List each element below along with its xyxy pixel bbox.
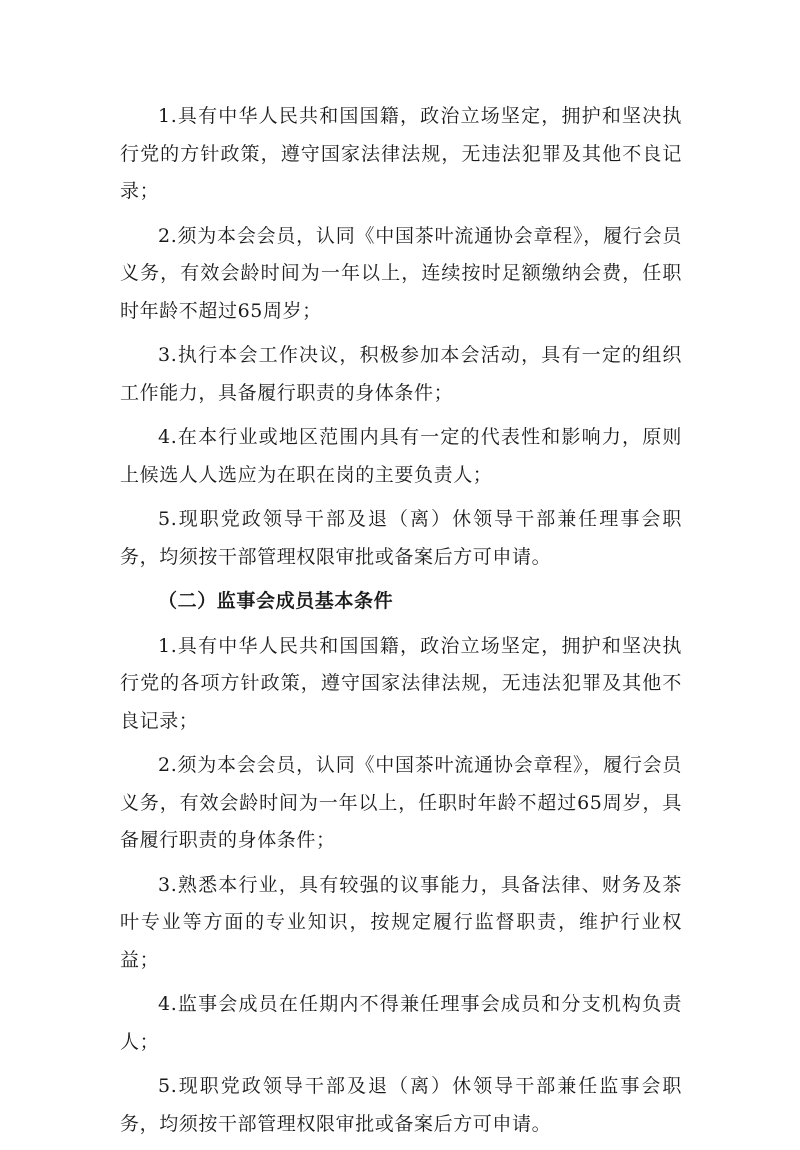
supervisory-condition-2: 2.须为本会会员，认同《中国茶叶流通协会章程》，履行会员义务，有效会龄时间为一年以上，任职时年龄不超过65周岁，具备履行职责的身体条件； — [120, 754, 682, 851]
board-condition-2: 2.须为本会会员，认同《中国茶叶流通协会章程》，履行会员义务，有效会龄时间为一年以上，连续按时足额缴纳会费，任职时年龄不超过65周岁； — [120, 224, 682, 322]
supervisory-condition-1: 1.具有中华人民共和国国籍，政治立场坚定，拥护和坚决执行党的各项方针政策，遵守国家法律法规，无违法犯罪及其他不良记录； — [120, 634, 682, 732]
board-condition-1: 1.具有中华人民共和国国籍，政治立场坚定，拥护和坚决执行党的方针政策，遵守国家法律法规，无违法犯罪及其他不良记录； — [120, 105, 682, 202]
supervisory-condition-3: 3.熟悉本行业，具有较强的议事能力，具备法律、财务及茶叶专业等方面的专业知识，按规定履行监督职责，维护行业权益； — [120, 873, 682, 971]
section-heading: （二）监事会成员基本条件 — [158, 590, 394, 612]
document-page — [120, 98, 682, 1150]
board-condition-3: 3.执行本会工作决议，积极参加本会活动，具有一定的组织工作能力，具备履行职责的身体条件； — [120, 344, 682, 404]
supervisory-condition-4: 4.监事会成员在任期内不得兼任理事会成员和分支机构负责人； — [120, 993, 682, 1053]
board-condition-5: 5.现职党政领导干部及退（离）休领导干部兼任理事会职务，均须按干部管理权限审批或备案后方可申请。 — [120, 508, 682, 568]
supervisory-condition-5: 5.现职党政领导干部及退（离）休领导干部兼任监事会职务，均须按干部管理权限审批或备案后方可申请。 — [120, 1075, 682, 1135]
board-condition-4: 4.在本行业或地区范围内具有一定的代表性和影响力，原则上候选人人选应为在职在岗的主要负责人； — [120, 426, 682, 486]
